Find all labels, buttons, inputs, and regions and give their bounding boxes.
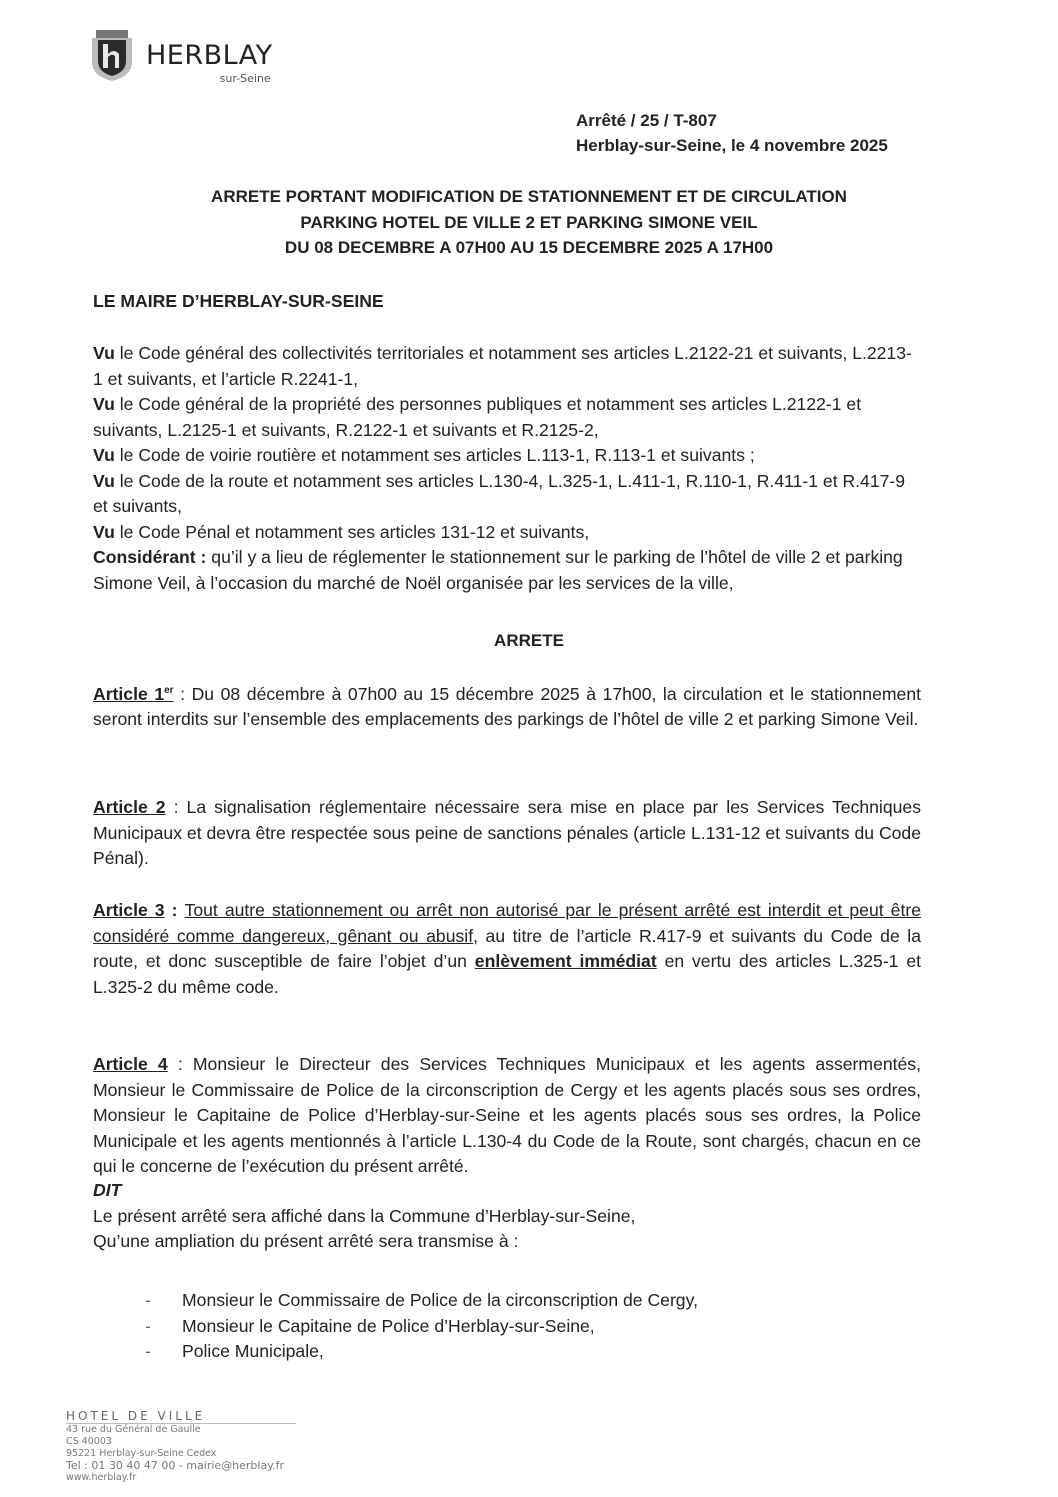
herblay-logo (88, 28, 273, 85)
article-1: Article 1er : Du 08 décembre à 07h00 au 15 décembre 2025 à 17h00, la circulation et le stationnement seront interdits sur l’ensemble des emplacements des parkings de l’hôtel de ville 2 et parking Simone Veil. (93, 683, 921, 730)
considerant-item: Considérant : qu’il y a lieu de réglementer le stationnement sur le parking de l’hôtel de ville 2 et parking Simone Veil, à l’occasion du marché de Noël organisée par les services de la ville, (93, 547, 903, 593)
vu-item: Vu le Code de la route et notamment ses articles L.130-4, L.325-1, L.411-1, R.110-1, R.411-1 et R.417-9 et suivants, (93, 470, 906, 516)
list-item: - Monsieur le Commissaire de Police de la circonscription de Cergy, (145, 1288, 698, 1314)
dit-section (93, 1178, 921, 1255)
title-line-3: DU 08 DECEMBRE A 07H00 AU 15 DECEMBRE 2025 A 17H00 (284, 238, 774, 257)
vu-lead: Vu (93, 445, 115, 465)
logo-subtitle: sur-Seine (219, 72, 271, 85)
article-3-underlined: Tout autre stationnement ou arrêt non autorisé par le présent arrêté est interdit et peut être considéré comme dangereux, gênant ou abusif (93, 900, 922, 946)
vu-item: Vu le Code général des collectivités territoriales et notamment ses articles L.2122-21 et suivants, L.2213-1 et suivants, et l’article R.2241-1, (93, 343, 912, 389)
reference-block (576, 108, 888, 158)
article-3-emphasis: enlèvement immédiat (474, 951, 657, 971)
mayor-heading: LE MAIRE D’HERBLAY-SUR-SEINE (93, 291, 384, 311)
bullet-dash: - (145, 1315, 151, 1336)
title-line-2: PARKING HOTEL DE VILLE 2 ET PARKING SIMONE VEIL (300, 212, 758, 232)
footer-contact: Tel : 01 30 40 47 00 - mairie@herblay.fr (66, 1459, 285, 1472)
list-item: - Police Municipale, (145, 1339, 698, 1365)
list-item: - Monsieur le Capitaine de Police d’Herblay-sur-Seine, (145, 1314, 698, 1340)
article-3: Article 3 : Tout autre stationnement ou arrêt non autorisé par le présent arrêté est interdit et peut être considéré comme dangereux, gênant ou abusif, au titre de l’article R.417-9 et suivants du Code de la route, et donc susceptible de faire l’objet d’un enlèvement immédiat en vertu des articles L.325-1 et L.325-2 du même code. (93, 900, 922, 997)
decree-title (0, 184, 1058, 261)
logo-name: HERBLAY (146, 40, 273, 71)
recipient-list (145, 1288, 698, 1365)
article-4-label: Article 4 (93, 1054, 168, 1074)
article-2: Article 2 : La signalisation réglementaire nécessaire sera mise en place par les Services Techniques Municipaux et devra être respectée sous peine de sanctions pénales (article L.131-12 et suivants du Code Pénal). (93, 797, 921, 868)
title-line-1: ARRETE PORTANT MODIFICATION DE STATIONNEMENT ET DE CIRCULATION (211, 187, 847, 206)
vu-lead: Vu (93, 470, 115, 491)
footer-cs: CS 40003 (66, 1436, 112, 1447)
vu-lead: Vu (93, 521, 115, 542)
dit-heading: DIT (93, 1180, 122, 1200)
dit-line-1: Le présent arrêté sera affiché dans la Commune d’Herblay-sur-Seine, (93, 1205, 636, 1226)
article-4: Article 4 : Monsieur le Directeur des Services Techniques Municipaux et les agents assermentés, Monsieur le Commissaire de Police de la circonscription de Cergy et les agents placés sous ses ordres, Monsieur le Capitaine de Police d’Herblay-sur-Seine et les agents placés sous ses ordres, la Police Municipale et les agents mentionnés à l’article L.130-4 du Code de la Route, sont chargés, chacun en ce qui le concerne de l’exécution du présent arrêté. (93, 1054, 921, 1176)
place-date: Herblay-sur-Seine, le 4 novembre 2025 (576, 136, 888, 155)
vu-lead: Vu (93, 343, 115, 363)
footer-city: 95221 Herblay-sur-Seine Cedex (66, 1448, 217, 1459)
bullet-dash: - (145, 1341, 151, 1361)
footer-website[interactable]: www.herblay.fr (66, 1472, 137, 1483)
footer-street: 43 rue du Général de Gaulle (66, 1424, 201, 1435)
bullet-dash: - (145, 1290, 151, 1310)
legal-basis (93, 341, 921, 596)
article-3-label: Article 3 (93, 900, 165, 920)
decree-reference: Arrêté / 25 / T-807 (576, 111, 717, 130)
arrete-heading: ARRETE (494, 631, 564, 650)
vu-item: Vu le Code Pénal et notamment ses articles 131-12 et suivants, (93, 521, 590, 542)
vu-lead: Vu (93, 394, 115, 414)
dit-line-2: Qu’une ampliation du présent arrêté sera transmise à : (93, 1231, 519, 1251)
coat-of-arms-icon (88, 28, 136, 82)
footer-address (66, 1410, 296, 1484)
article-1-label: Article 1er (93, 683, 174, 704)
vu-item: Vu le Code général de la propriété des personnes publiques et notamment ses articles L.2122-1 et suivants, L.2125-1 et suivants, R.2122-1 et suivants et R.2125-2, (93, 394, 862, 440)
vu-item: Vu le Code de voirie routière et notamment ses articles L.113-1, R.113-1 et suivants ; (93, 445, 755, 465)
article-2-label: Article 2 (93, 797, 166, 817)
considerant-lead: Considérant : (93, 547, 207, 567)
footer-title: HOTEL DE VILLE (66, 1410, 296, 1424)
